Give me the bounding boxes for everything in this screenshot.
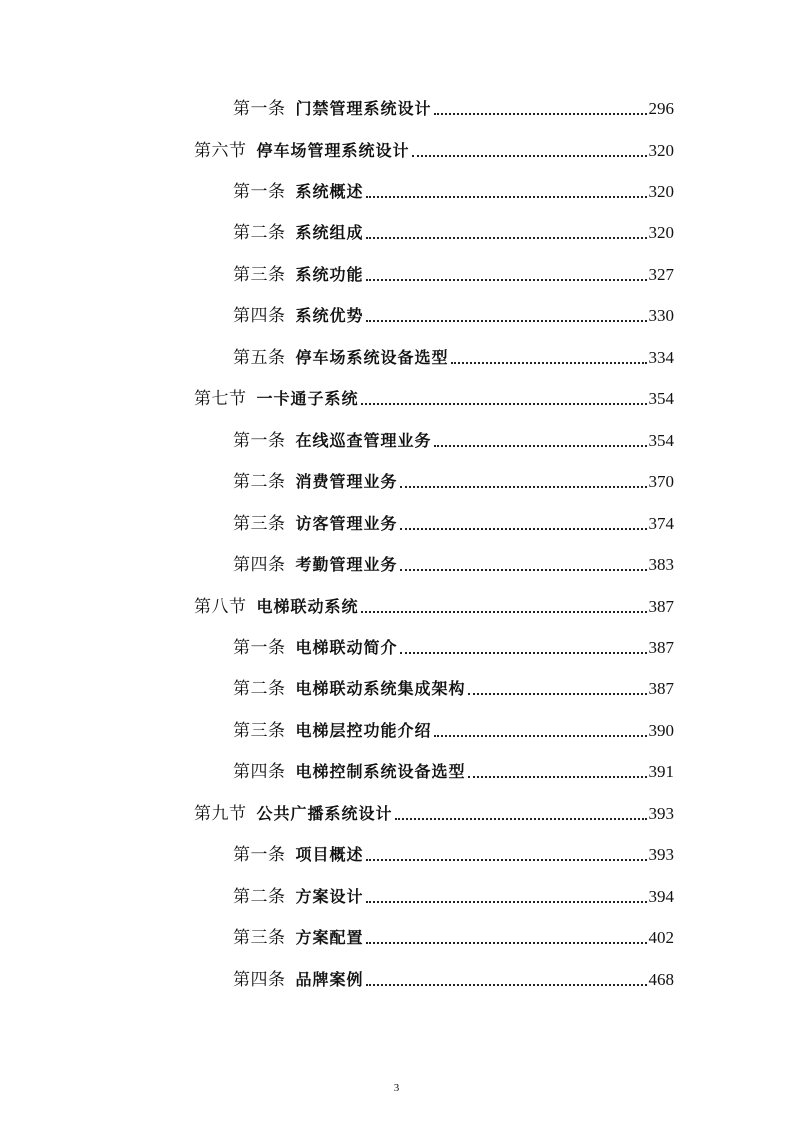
dot-leader [366, 942, 647, 944]
toc-entry[interactable] [233, 965, 674, 995]
dot-leader [434, 735, 647, 737]
toc-entry-title: 电梯控制系统设备选型 [295, 762, 466, 781]
dot-leader [468, 693, 647, 695]
toc-entry[interactable] [233, 882, 674, 912]
toc-entry[interactable] [233, 218, 674, 248]
dot-leader [366, 320, 647, 322]
toc-entry-number: 第五条 [233, 348, 286, 368]
dot-leader [468, 776, 647, 778]
toc-entry-page: 383 [648, 555, 674, 574]
page-number: 3 [393, 1082, 400, 1094]
toc-entry-number: 第二条 [233, 679, 286, 699]
dot-leader [434, 445, 647, 447]
toc-entry-page: 387 [648, 679, 674, 698]
toc-entry-number: 第一条 [233, 638, 286, 658]
toc-entry-number: 第二条 [233, 887, 286, 907]
toc-entry[interactable] [233, 633, 674, 663]
toc-entry-number: 第八节 [194, 597, 247, 617]
toc-entry-number: 第一条 [233, 845, 286, 865]
toc-entry-page: 320 [648, 223, 674, 242]
toc-entry[interactable] [233, 509, 674, 539]
toc-entry-title: 方案设计 [295, 887, 364, 906]
toc-entry[interactable] [233, 343, 674, 373]
toc-entry-title: 停车场系统设备选型 [295, 348, 449, 367]
toc-entry-title: 门禁管理系统设计 [295, 99, 432, 118]
toc-entry[interactable] [233, 94, 674, 124]
toc-entry-page: 387 [648, 597, 674, 616]
toc-entry[interactable] [194, 592, 674, 622]
toc-entry-title: 品牌案例 [295, 970, 364, 989]
toc-entry[interactable] [233, 757, 674, 787]
toc-entry[interactable] [233, 674, 674, 704]
dot-leader [366, 237, 647, 239]
toc-entry[interactable] [233, 177, 674, 207]
toc-entry-title: 消费管理业务 [295, 472, 398, 491]
toc-entry-number: 第三条 [233, 265, 286, 285]
toc-entry[interactable] [194, 136, 674, 166]
dot-leader [412, 155, 647, 157]
toc-entry-number: 第九节 [194, 804, 247, 824]
toc-entry[interactable] [194, 384, 674, 414]
toc-entry[interactable] [194, 799, 674, 829]
dot-leader [366, 196, 647, 198]
toc-entry-number: 第三条 [233, 514, 286, 534]
dot-leader [366, 984, 647, 986]
toc-entry-number: 第二条 [233, 223, 286, 243]
toc-entry-page: 402 [648, 928, 674, 947]
toc-entry-title: 一卡通子系统 [256, 389, 359, 408]
toc-entry-number: 第一条 [233, 431, 286, 451]
toc-entry[interactable] [233, 260, 674, 290]
dot-leader [400, 528, 647, 530]
dot-leader [400, 652, 647, 654]
dot-leader [361, 403, 647, 405]
toc-entry-page: 327 [648, 265, 674, 284]
toc-entry[interactable] [233, 550, 674, 580]
toc-entry-page: 320 [648, 141, 674, 160]
toc-entry-page: 468 [648, 970, 674, 989]
toc-entry-page: 391 [648, 762, 674, 781]
toc-entry-page: 330 [648, 306, 674, 325]
dot-leader [366, 279, 647, 281]
toc-entry[interactable] [233, 716, 674, 746]
toc-entry-title: 停车场管理系统设计 [256, 141, 410, 160]
toc-entry-page: 320 [648, 182, 674, 201]
toc-entry-page: 296 [648, 99, 674, 118]
toc-entry-number: 第六节 [194, 141, 247, 161]
toc-entry[interactable] [233, 467, 674, 497]
toc-entry-title: 在线巡查管理业务 [295, 431, 432, 450]
toc-entry-page: 394 [648, 887, 674, 906]
dot-leader [434, 113, 647, 115]
toc-entry-title: 考勤管理业务 [295, 555, 398, 574]
toc-entry-number: 第四条 [233, 306, 286, 326]
toc-entry-number: 第二条 [233, 472, 286, 492]
toc-entry[interactable] [233, 840, 674, 870]
toc-entry-title: 访客管理业务 [295, 514, 398, 533]
toc-entry[interactable] [233, 426, 674, 456]
toc-entry-title: 电梯联动系统 [256, 597, 359, 616]
toc-entry-title: 电梯层控功能介绍 [295, 721, 432, 740]
toc-entry-page: 370 [648, 472, 674, 491]
toc-entry-title: 系统优势 [295, 306, 364, 325]
toc-entry-number: 第三条 [233, 721, 286, 741]
dot-leader [366, 901, 647, 903]
toc-entry-page: 393 [648, 804, 674, 823]
toc-entry-page: 334 [648, 348, 674, 367]
toc-entry-page: 387 [648, 638, 674, 657]
toc-entry-number: 第四条 [233, 555, 286, 575]
toc-entry-title: 公共广播系统设计 [256, 804, 393, 823]
toc-entry-number: 第七节 [194, 389, 247, 409]
toc-entry-number: 第四条 [233, 970, 286, 990]
toc-entry-number: 第四条 [233, 762, 286, 782]
toc-entry-number: 第一条 [233, 182, 286, 202]
toc-entry-title: 系统组成 [295, 223, 364, 242]
toc-entry-title: 方案配置 [295, 928, 364, 947]
toc-entry-page: 354 [648, 431, 674, 450]
toc-entry-title: 电梯联动系统集成架构 [295, 679, 466, 698]
dot-leader [366, 859, 647, 861]
toc-entry[interactable] [233, 301, 674, 331]
toc-entry[interactable] [233, 923, 674, 953]
toc-entry-page: 390 [648, 721, 674, 740]
dot-leader [451, 362, 647, 364]
dot-leader [400, 569, 647, 571]
dot-leader [400, 486, 647, 488]
dot-leader [395, 818, 647, 820]
toc-entry-title: 项目概述 [295, 845, 364, 864]
toc-entry-number: 第一条 [233, 99, 286, 119]
toc-entry-title: 系统概述 [295, 182, 364, 201]
toc-entry-page: 354 [648, 389, 674, 408]
toc-entry-title: 电梯联动简介 [295, 638, 398, 657]
dot-leader [361, 611, 647, 613]
toc-entry-number: 第三条 [233, 928, 286, 948]
toc-entry-page: 374 [648, 514, 674, 533]
toc-entry-title: 系统功能 [295, 265, 364, 284]
toc-entry-page: 393 [648, 845, 674, 864]
